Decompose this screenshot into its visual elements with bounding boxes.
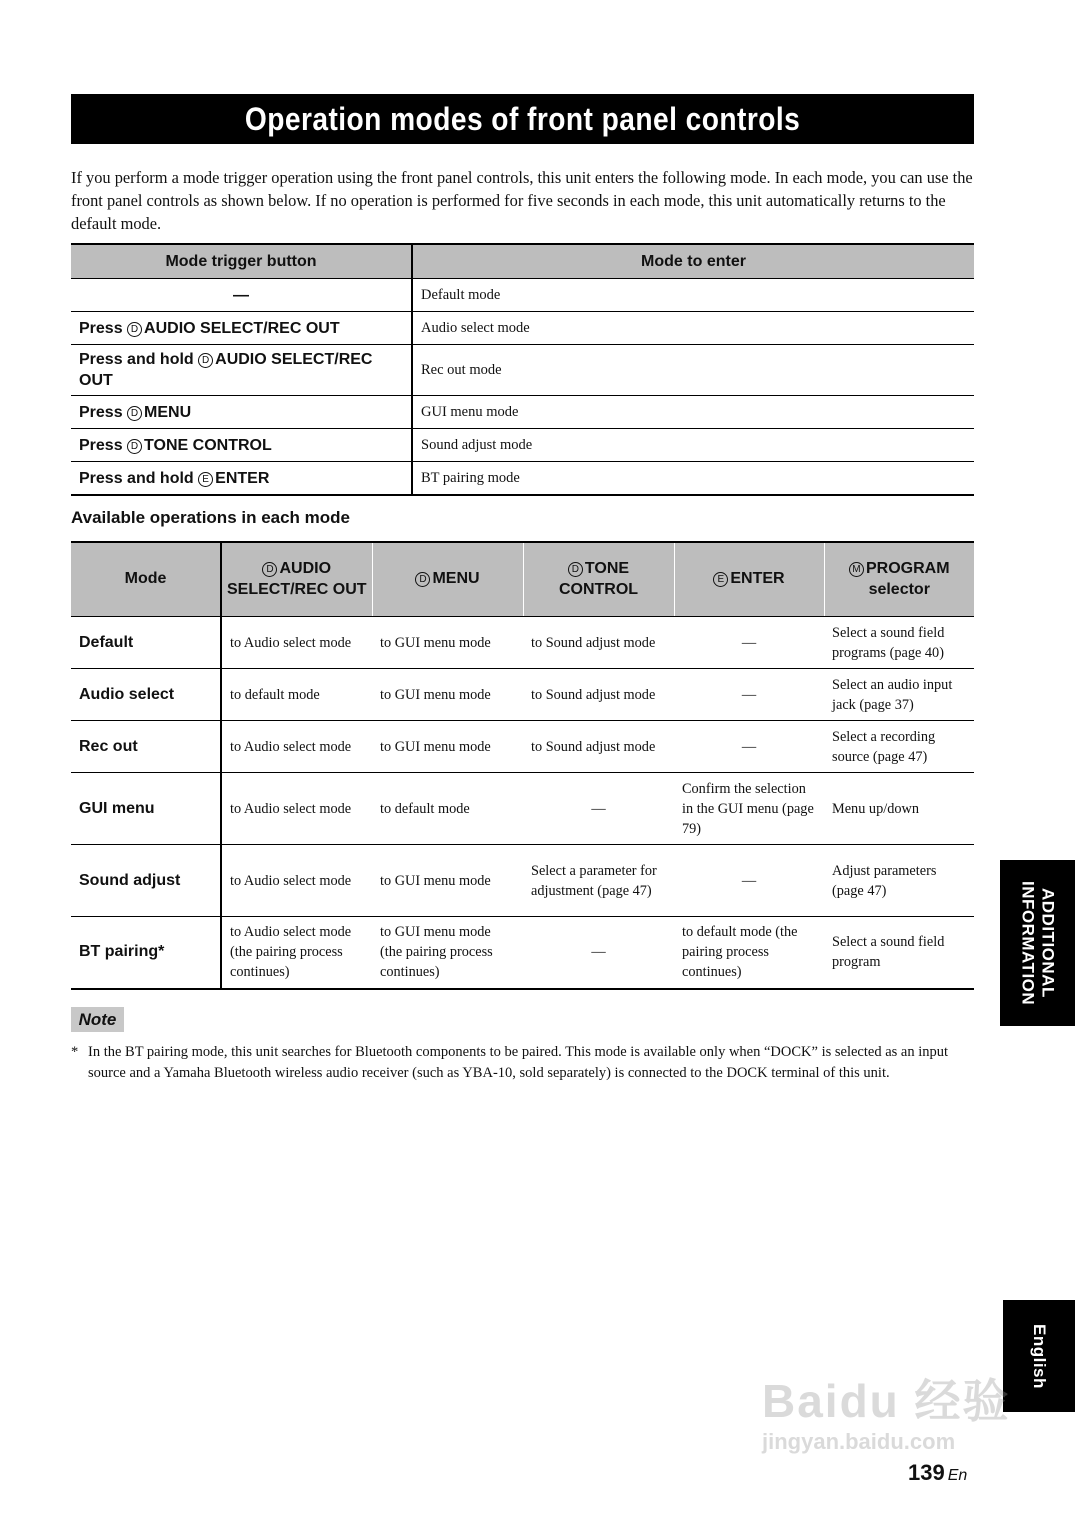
table-cell: Select an audio input jack (page 37) (824, 669, 974, 721)
table-cell: Menu up/down (824, 773, 974, 845)
note-text (71, 1042, 971, 1083)
header-label: ENTER (730, 570, 785, 588)
trigger-prefix: Press (79, 319, 128, 337)
mode-name: GUI menu (71, 773, 221, 845)
trigger-cell (71, 396, 412, 429)
table-cell: Select a sound field programs (page 40) (824, 617, 974, 669)
header-mode: Mode (71, 542, 221, 617)
trigger-cell (71, 462, 412, 496)
table-row (71, 669, 974, 721)
trigger-label: ENTER (215, 469, 270, 487)
key-e-icon: E (198, 472, 213, 487)
header-label: PROGRAM selector (865, 560, 950, 598)
header-enter (674, 542, 824, 617)
table-cell: to Audio select mode (221, 617, 372, 669)
table-row (71, 429, 974, 462)
watermark-line2: jingyan.baidu.com (762, 1429, 956, 1454)
trigger-cell (71, 312, 412, 345)
trigger-cell (71, 345, 412, 396)
table-cell: — (674, 617, 824, 669)
table-row (71, 917, 974, 989)
section-tab-line2: INFORMATION (1018, 880, 1038, 1006)
section-side-tab (1000, 860, 1075, 1026)
table-cell: to Audio select mode (221, 845, 372, 917)
page-number (908, 1460, 967, 1486)
table-cell: to GUI menu mode (372, 721, 523, 773)
table-row (71, 396, 974, 429)
table-cell: to Audio select mode (the pairing process continues) (221, 917, 372, 989)
table-cell: — (523, 773, 674, 845)
intro-paragraph: If you perform a mode trigger operation using the front panel controls, this unit enters the following mode. In each mode, you can use the front panel controls as shown below. If no operation is performed for five seconds in each mode, this unit automatically returns to the default mode. (71, 168, 973, 233)
header-program-selector (824, 542, 974, 617)
header-tone-control (523, 542, 674, 617)
key-d-icon: D (262, 562, 277, 577)
table-cell: Select a parameter for adjustment (page 47) (523, 845, 674, 917)
mode-cell: BT pairing mode (412, 462, 974, 496)
key-e-icon: E (713, 572, 728, 587)
table-row (71, 345, 974, 396)
mode-name: Rec out (71, 721, 221, 773)
mode-name: Sound adjust (71, 845, 221, 917)
mode-cell: Audio select mode (412, 312, 974, 345)
table-cell: to Sound adjust mode (523, 669, 674, 721)
table-row (71, 773, 974, 845)
table-cell: Select a recording source (page 47) (824, 721, 974, 773)
language-tab-label: English (1030, 1323, 1049, 1389)
table-cell: to Sound adjust mode (523, 617, 674, 669)
section-tab-line1: ADDITIONAL (1038, 888, 1058, 998)
table-cell: to GUI menu mode (372, 617, 523, 669)
trigger-cell (71, 279, 412, 312)
note-asterisk: * (71, 1044, 79, 1060)
page-number-suffix: En (947, 1467, 968, 1484)
trigger-prefix: — (233, 286, 249, 304)
table-cell: — (674, 845, 824, 917)
mode-cell: GUI menu mode (412, 396, 974, 429)
key-d-icon: D (127, 439, 142, 454)
table-row (71, 617, 974, 669)
header-label: AUDIO SELECT/REC OUT (226, 560, 367, 598)
mode-cell: Rec out mode (412, 345, 974, 396)
table-cell: to GUI menu mode (372, 669, 523, 721)
header-mode-trigger-button: Mode trigger button (71, 244, 412, 279)
trigger-cell (71, 429, 412, 462)
table-cell: — (523, 917, 674, 989)
header-mode-to-enter: Mode to enter (412, 244, 974, 279)
watermark (762, 1365, 1011, 1455)
page-title: Operation modes of front panel controls (244, 101, 801, 137)
mode-name: Default (71, 617, 221, 669)
table-cell: — (674, 669, 824, 721)
table-cell: to Audio select mode (221, 721, 372, 773)
key-d-icon: D (127, 322, 142, 337)
table-cell: to Audio select mode (221, 773, 372, 845)
key-m-icon: M (849, 562, 864, 577)
table-cell: Select a sound field program (824, 917, 974, 989)
table-row (71, 721, 974, 773)
header-label: MENU (432, 570, 480, 588)
note-label: Note (71, 1007, 124, 1032)
mode-name: BT pairing* (71, 917, 221, 989)
trigger-prefix: Press (79, 403, 128, 421)
trigger-label: TONE CONTROL (144, 436, 272, 454)
section-subheading: Available operations in each mode (71, 508, 351, 527)
table-cell: Adjust parameters (page 47) (824, 845, 974, 917)
table-cell: Confirm the selection in the GUI menu (page 79) (674, 773, 824, 845)
header-audio-select (221, 542, 372, 617)
key-d-icon: D (198, 353, 213, 368)
page-title-banner (71, 94, 974, 144)
trigger-label: MENU (144, 403, 192, 421)
header-label: TONE CONTROL (558, 560, 639, 598)
table-cell: to default mode (the pairing process continues) (674, 917, 824, 989)
mode-name: Audio select (71, 669, 221, 721)
header-menu (372, 542, 523, 617)
key-d-icon: D (415, 572, 430, 587)
operations-table (71, 541, 974, 990)
trigger-prefix: Press and hold (79, 469, 199, 487)
table-header-row (71, 244, 974, 279)
table-row (71, 312, 974, 345)
table-row (71, 845, 974, 917)
table-row (71, 462, 974, 496)
table-cell: to default mode (221, 669, 372, 721)
table-cell: — (674, 721, 824, 773)
table-cell: to GUI menu mode (the pairing process continues) (372, 917, 523, 989)
language-side-tab (1003, 1300, 1075, 1412)
trigger-prefix: Press (79, 436, 128, 454)
table-cell: to default mode (372, 773, 523, 845)
table-row (71, 279, 974, 312)
watermark-line1: Baidu 经验 (762, 1375, 1011, 1427)
mode-cell: Default mode (412, 279, 974, 312)
trigger-label: AUDIO SELECT/REC OUT (144, 319, 340, 337)
table-cell: to GUI menu mode (372, 845, 523, 917)
trigger-prefix: Press and hold (79, 351, 199, 368)
mode-trigger-table (71, 243, 974, 496)
table-cell: to Sound adjust mode (523, 721, 674, 773)
key-d-icon: D (127, 406, 142, 421)
mode-cell: Sound adjust mode (412, 429, 974, 462)
page-number-value: 139 (908, 1460, 945, 1485)
note-body: In the BT pairing mode, this unit searches for Bluetooth components to be paired. This mode is available only when “DOCK” is selected as an input source and a Yamaha Bluetooth wireless audio receiver (such as YBA-10, sold separately) is connected to the DOCK terminal of this unit. (88, 1044, 949, 1081)
key-d-icon: D (568, 562, 583, 577)
table-header-row (71, 542, 974, 617)
trigger-label: AUDIO SELECT/REC OUT (79, 351, 373, 389)
